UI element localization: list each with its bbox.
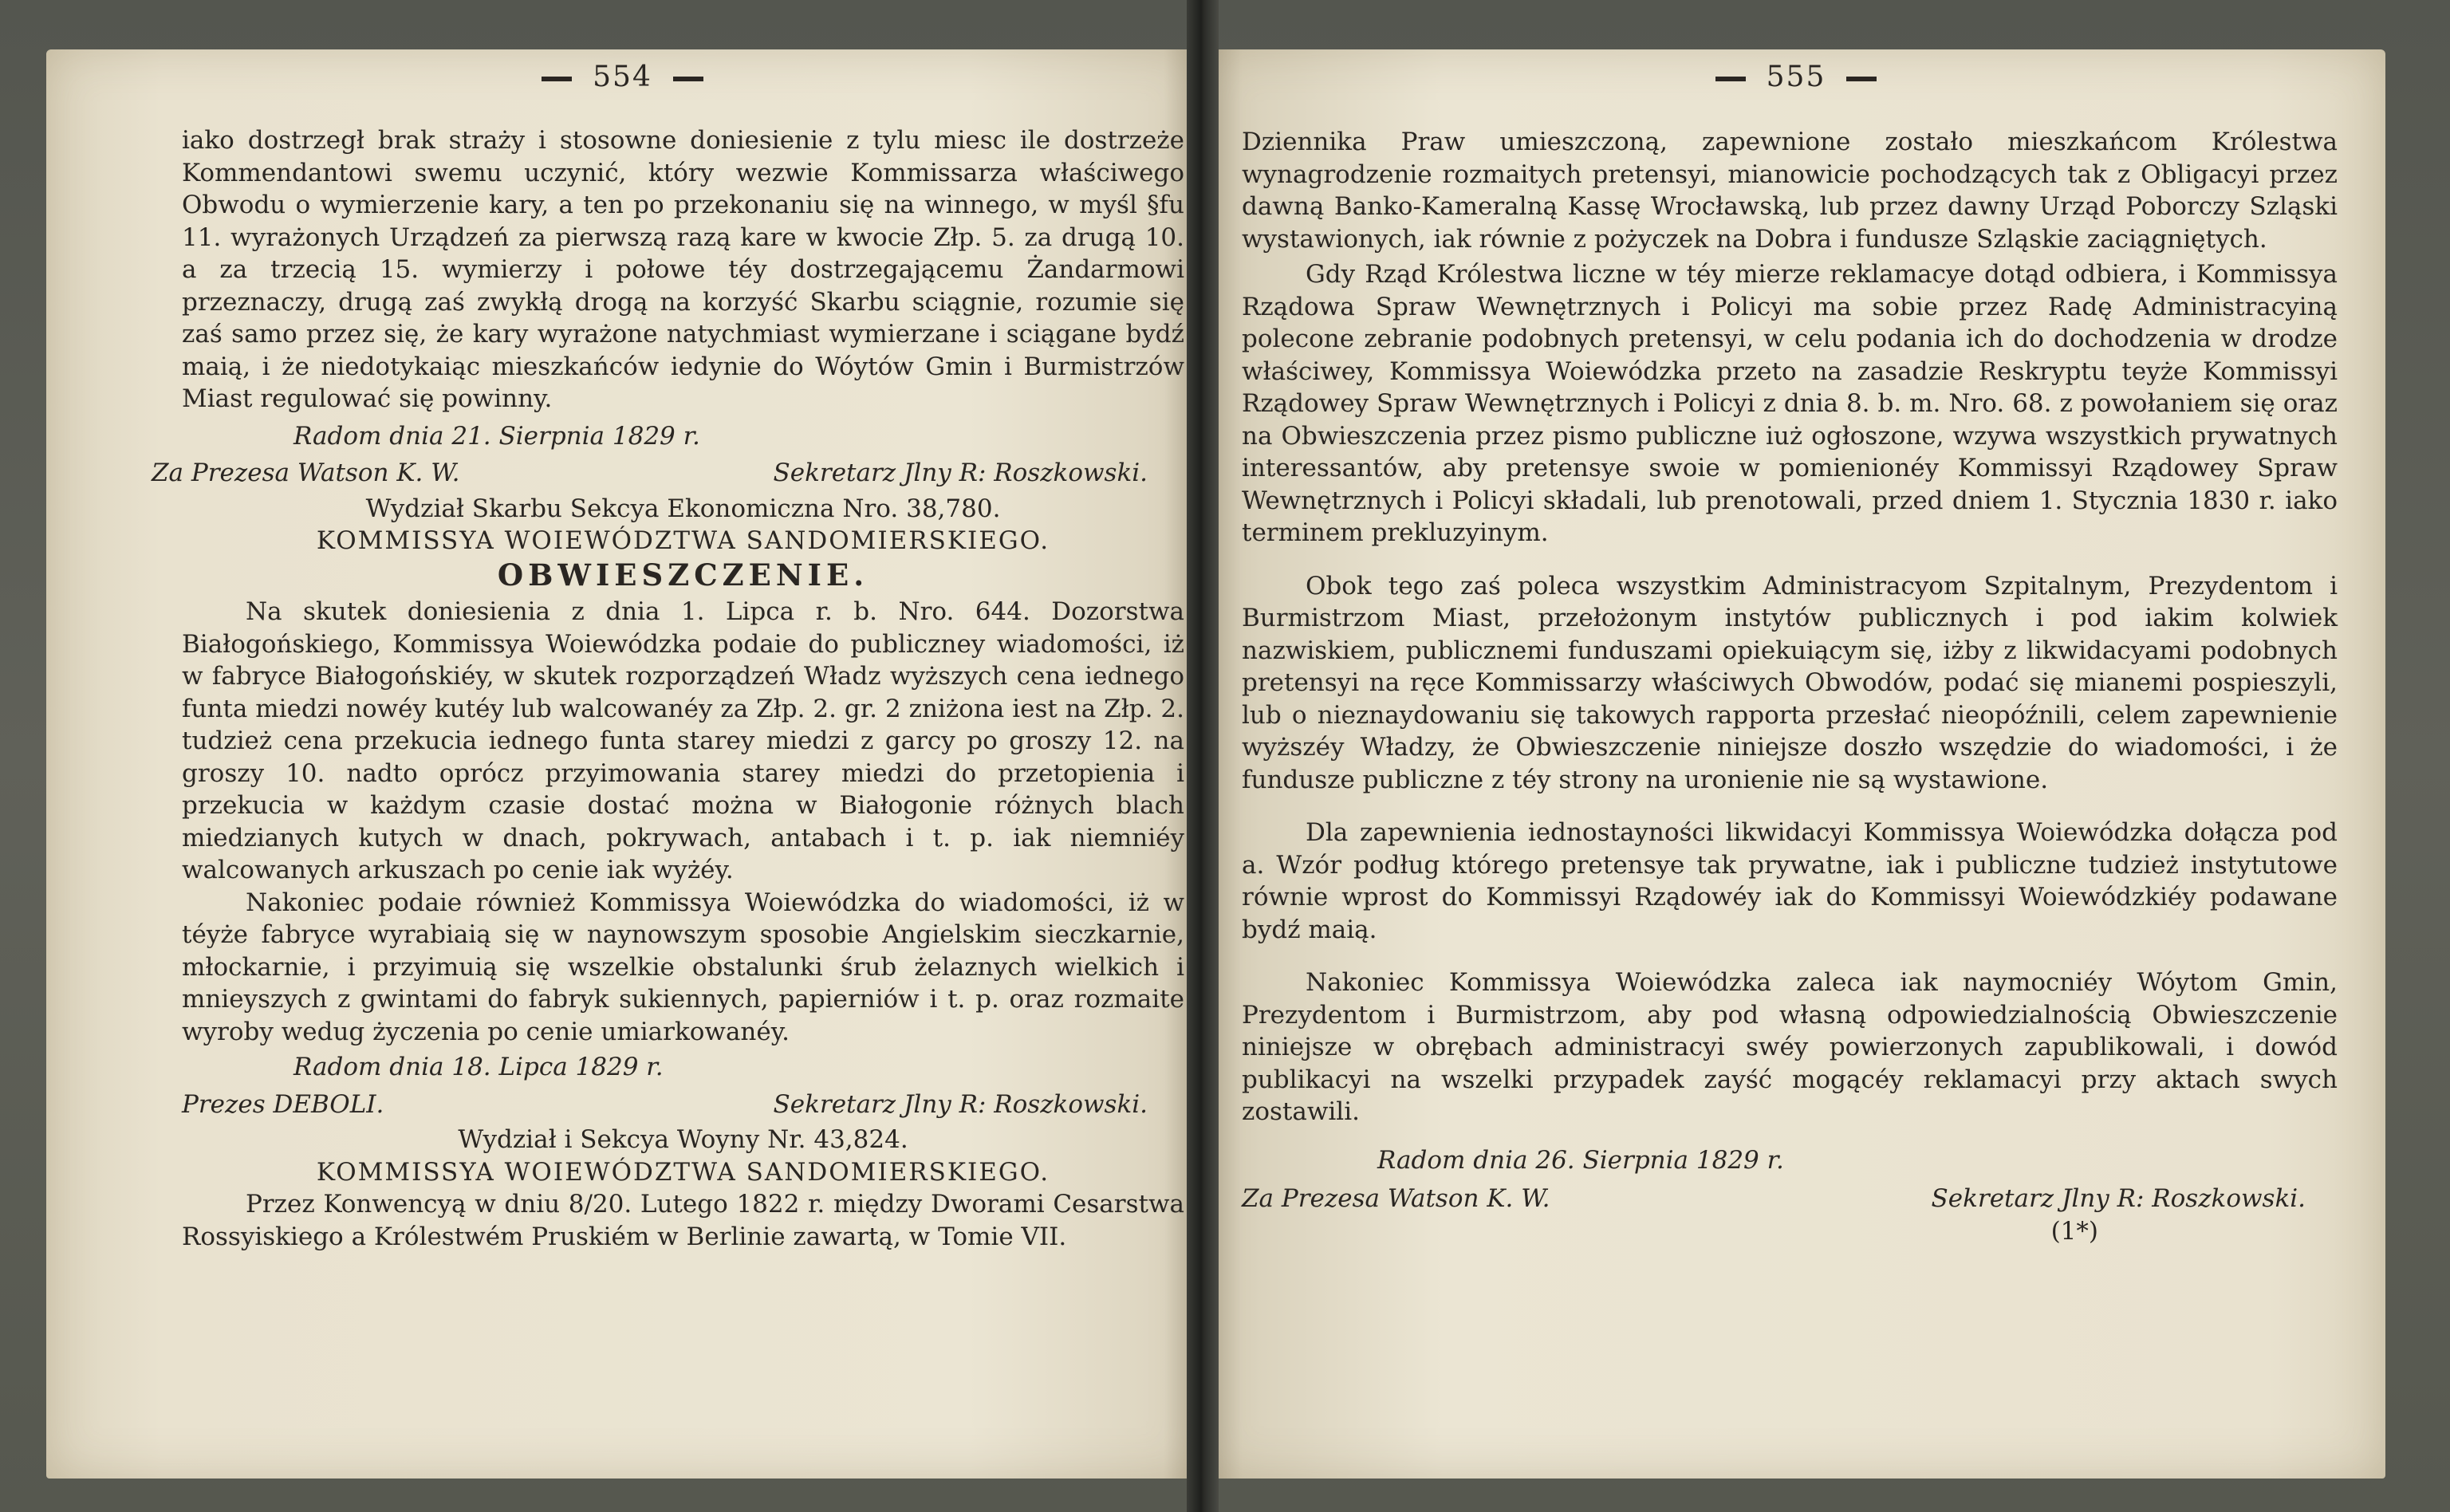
left-page-body [152,124,1184,1253]
right-page-number: 555 [1766,61,1826,93]
left-signature-row-2 [182,1089,1148,1121]
right-page-body [1242,126,2338,1247]
left-paragraph-3: Nakoniec podaie również Kommissya Woiewódzka do wiadomości, iż w téyże fabryce wyrabiaią się w naynowszym sposobie Angielskim sieczkarnie, młockarnie, i przyimuią się wszelkie obstalunki śrub żelaznych wielkich i mnieyszych z gwintami do fabryk sukiennych, papierniów i t. p. oraz rozmaite wyroby wedug życzenia po cenie umiarkowanéy. [182,888,1184,1046]
right-page-header [1207,61,2385,93]
header-dash [542,77,572,81]
signature-secretary-2: Sekretarz Jlny R: Roszkowski. [773,1089,1148,1119]
header-dash [1715,77,1746,81]
commission-heading-2: KOMMISSYA WOIEWÓDZTWA SANDOMIERSKIEGO. [316,1157,1050,1187]
right-paragraph-3: Obok tego zaś poleca wszystkim Administracyom Szpitalnym, Prezydentom i Burmistrzom Miast, przełożonym instytów publicznych i pod iakim kolwiek nazwiskiem, publicznemi funduszami opiekuiącym się, iżby z likwidacyami podobnych pretensyi na ręce Kommissarzy właściwych Obwodów, podać się mianemi pospieszyli, lub o nieznaydowaniu się takowych rapporta przesłać nieopóźnili, celem zapewnienie wyższéy Władzy, że Obwieszczenie niniejsze doszło wszędzie do wiadomości, i że fundusze publiczne z téy strony na uronienie nie są wystawione. [1242,571,2338,794]
left-page-number: 554 [593,61,652,93]
footnote-mark: (1*) [2050,1216,2098,1246]
left-date-1: Radom dnia 21. Sierpnia 1829 r. [293,421,700,451]
signature-secretary-3: Sekretarz Jlny R: Roszkowski. [1931,1184,2306,1213]
book-gutter [1187,0,1219,1512]
department-heading-1: Wydział Skarbu Sekcya Ekonomiczna Nro. 38,780. [365,494,1001,523]
left-date-2: Radom dnia 18. Lipca 1829 r. [293,1053,664,1081]
right-page [1207,49,2385,1479]
left-paragraph-4: Przez Konwencyą w dniu 8/20. Lutego 1822 r. między Dworami Cesarstwa Rossyiskiego a Królestwém Pruskiém w Berlinie zawartą, w Tomie VII. [182,1190,1184,1251]
right-paragraph-4: Dla zapewnienia iednostayności likwidacyi Kommissya Woiewódzka dołącza pod a. Wzór podług którego pretensye tak prywatne, iak i publiczne tudzież instytutowe równie wprost do Kommissyi Rządowéy iak do Kommissyi Woiewódzkiéy podawane bydź maią. [1242,818,2338,944]
signature-president-3: Za Prezesa Watson K. W. [1242,1184,1550,1213]
left-paragraph-1: iako dostrzegł brak straży i stosowne doniesienie z tylu miesc ile dostrzeże Kommendantowi swemu uczynić, który wezwie Kommissarza właściwego Obwodu o wymierzenie kary, a ten po przekonaniu się na winnego, w myśl §fu 11. wyrażonych Urządzeń za pierwszą razą kare w kwocie Złp. 5. za drugą 10. a za trzecią 15. wymierzy i połowe téy dostrzegającemu Żandarmowi przeznaczy, drugą zaś zwykłą drogą na korzyść Skarbu sciągnie, rozumie się zaś samo przez się, że kary wyrażone natychmiast wymierzane i sciągane bydź maią, i że niedotykaiąc mieszkańców iedynie do Wóytów Gmin i Burmistrzów Miast regulować się powinny. [182,126,1184,413]
department-heading-2: Wydział i Sekcya Woyny Nr. 43,824. [458,1125,908,1154]
left-page-header [46,61,1199,93]
signature-president-2: Prezes DEBOLI. [182,1089,384,1119]
header-dash [1846,77,1877,81]
announcement-title: OBWIESZCZENIE. [497,557,869,593]
signature-president-1: Za Prezesa Watson K. W. [152,459,460,487]
left-page [46,49,1199,1479]
commission-heading-1: KOMMISSYA WOIEWÓDZTWA SANDOMIERSKIEGO. [316,526,1050,555]
signature-secretary-1: Sekretarz Jlny R: Roszkowski. [773,459,1148,487]
right-paragraph-2: Gdy Rząd Królestwa liczne w téy mierze reklamacye dotąd odbiera, i Kommissya Rządowa Spraw Wewnętrznych i Policyi ma sobie przez Radę Administracyiną polecone zebranie podobnych pretensyi, w celu podania ich do dochodzenia w drodze właściwey, Kommissya Woiewódzka przeto na zasadzie Reskryptu teyże Kommissyi Rządowey Spraw Wewnętrznych i Policyi z dnia 8. b. m. Nro. 68. z powołaniem się oraz na Obwieszczenia przez pismo publiczne iuż ogłoszone, wzywa wszystkich prywatnych interessantów, aby pretensye swoie w pomienionéy Kommissyi Rządowey Spraw Wewnętrznych i Policyi składali, lub prenotowali, przed dniem 1. Stycznia 1830 r. iako terminem prekluzyinym. [1242,260,2338,547]
header-dash [673,77,703,81]
left-signature-row-1 [152,457,1148,490]
left-paragraph-2: Na skutek doniesienia z dnia 1. Lipca r. b. Nro. 644. Dozorstwa Białogońskiego, Kommissya Woiewódzka podaie do publiczney wiadomości, iż w fabryce Białogońskiéy, w skutek rozporządzeń Władz wyższych cena iednego funta miedzi nowéy kutéy lub walcowanéy za Złp. 2. gr. 2 zniżona iest na Złp. 2. tudzież cena przekucia iednego funta starey miedzi z garcy po groszy 12. na groszy 10. nadto oprócz przyimowania starey miedzi do przetopienia i przekucia w każdym czasie dostać można w Białogonie różnych blach miedzianych kutych w dnach, pokrywach, antabach i t. p. iak niemniéy walcowanych arkuszach po cenie iak wyżéy. [182,597,1184,884]
right-paragraph-5: Nakoniec Kommissya Woiewódzka zaleca iak naymocniéy Wóytom Gmin, Prezydentom i Burmistrzom, aby pod własną odpowiedzialnością Obwieszczenie niniejsze w obrębach administracyi swéy powierzonych zapublikowali, i dowód publikacyi na wszelki przypadek zayść mogącéy reklamacyi przy aktach swych zostawili. [1242,968,2338,1126]
right-date: Radom dnia 26. Sierpnia 1829 r. [1377,1145,1784,1175]
right-paragraph-1: Dziennika Praw umieszczoną, zapewnione zostało mieszkańcom Królestwa wynagrodzenie rozmaitych pretensyi, mianowicie pochodzących tak z Obligacyi przez dawną Banko-Kameralną Kassę Wrocławską, lub przez dawny Urząd Poborczy Szląski wystawionych, iak równie z pożyczek na Dobra i fundusze Szląskie zaciągniętych. [1242,128,2338,254]
right-signature-row [1242,1183,2306,1215]
